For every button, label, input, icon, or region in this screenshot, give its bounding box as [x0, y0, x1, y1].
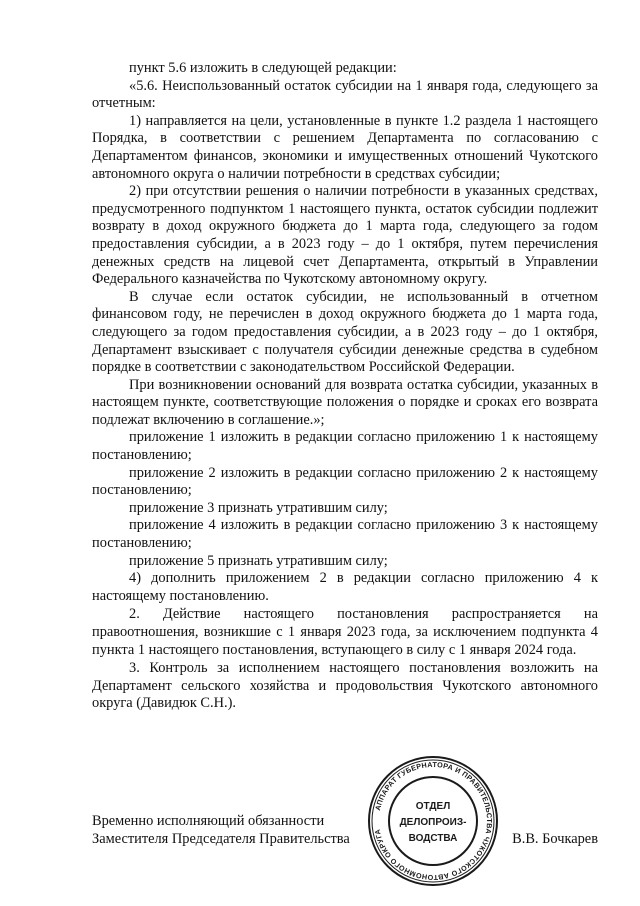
signatory-name: В.В. Бочкарев: [512, 830, 598, 847]
paragraph-control: 3. Контроль за исполнением настоящего постановления возложить на Департамент сельского хозяйства и продовольствия Чукотского автономного округа (Давидюк С.Н.).: [92, 660, 598, 712]
paragraph-effective-date: 2. Действие настоящего постановления распространяется на правоотношения, возникшие с 1 января 2023 года, за исключением подпункта 4 пункта 1 настоящего постановления, вступающего в силу с 1 января 2024 года.: [92, 606, 598, 658]
paragraph-item-1: 1) направляется на цели, установленные в пункте 1.2 раздела 1 настоящего Порядка, в соответствии с решением Департамента по согласованию с Департаментом финансов, экономики и имущественных отношений Чукотского автономного округа о наличии потребности в средствах субсидии;: [92, 112, 598, 182]
signatory-position-line-2: Заместителя Председателя Правительства: [92, 830, 350, 847]
paragraph-appendix-3: приложение 3 признать утратившим силу;: [129, 499, 388, 516]
stamp-center-line-3: ВОДСТВА: [408, 833, 458, 844]
paragraph-5-6: «5.6. Неиспользованный остаток субсидии на 1 января года, следующего за отчетным:: [92, 77, 598, 112]
paragraph-item-2: 2) при отсутствии решения о наличии потребности в указанных средствах, предусмотренного подпунктом 1 настоящего пункта, остаток субсидии подлежит возврату в доход окружного бюджета до 1 марта года, следующего за годом предоставления субсидии, а в 2023 году – до 1 октября, путем перечисления денежных средств на лицевой счет Департамента, открытый в Управлении Федерального казначейства по Чукотскому автономному округу.: [92, 183, 598, 288]
document-body: [92, 60, 598, 713]
stamp-outer-text: АППАРАТ ГУБЕРНАТОРА И ПРАВИТЕЛЬСТВА ЧУКОТСКОГО АВТОНОМНОГО ОКРУГА: [372, 759, 495, 883]
paragraph-agreement: При возникновении оснований для возврата остатка субсидии, указанных в настоящем пункте, соответствующие положения о порядке и сроках его возврата подлежат включению в соглашение.»;: [92, 376, 598, 428]
paragraph-item-4: 4) дополнить приложением 2 в редакции согласно приложению 4 к настоящему постановлению.: [92, 570, 598, 604]
paragraph-recovery: В случае если остаток субсидии, не использованный в отчетном финансовом году, не перечислен в доход окружного бюджета до 1 марта года, следующего за годом предоставления субсидии, а в 2023 году – до 1 октября, Департамент взыскивает с получателя субсидии денежные средства в судебном порядке в соответствии с законодательством Российской Федерации.: [92, 288, 598, 376]
paragraph-appendix-1: приложение 1 изложить в редакции согласно приложению 1 к настоящему постановлению;: [92, 429, 598, 464]
stamp-center-line-2: ДЕЛОПРОИЗ-: [399, 817, 467, 828]
signature-block: [92, 813, 598, 848]
paragraph-appendix-5: приложение 5 признать утратившим силу;: [129, 552, 388, 569]
stamp-center-line-1: ОТДЕЛ: [415, 801, 451, 812]
paragraph-appendix-2: приложение 2 изложить в редакции согласно приложению 2 к настоящему постановлению;: [92, 464, 598, 499]
paragraph-appendix-4: приложение 4 изложить в редакции согласно приложению 3 к настоящему постановлению;: [92, 517, 598, 552]
paragraph-intro: пункт 5.6 изложить в следующей редакции:: [129, 60, 397, 76]
signatory-position-line-1: Временно исполняющий обязанности: [92, 813, 325, 829]
